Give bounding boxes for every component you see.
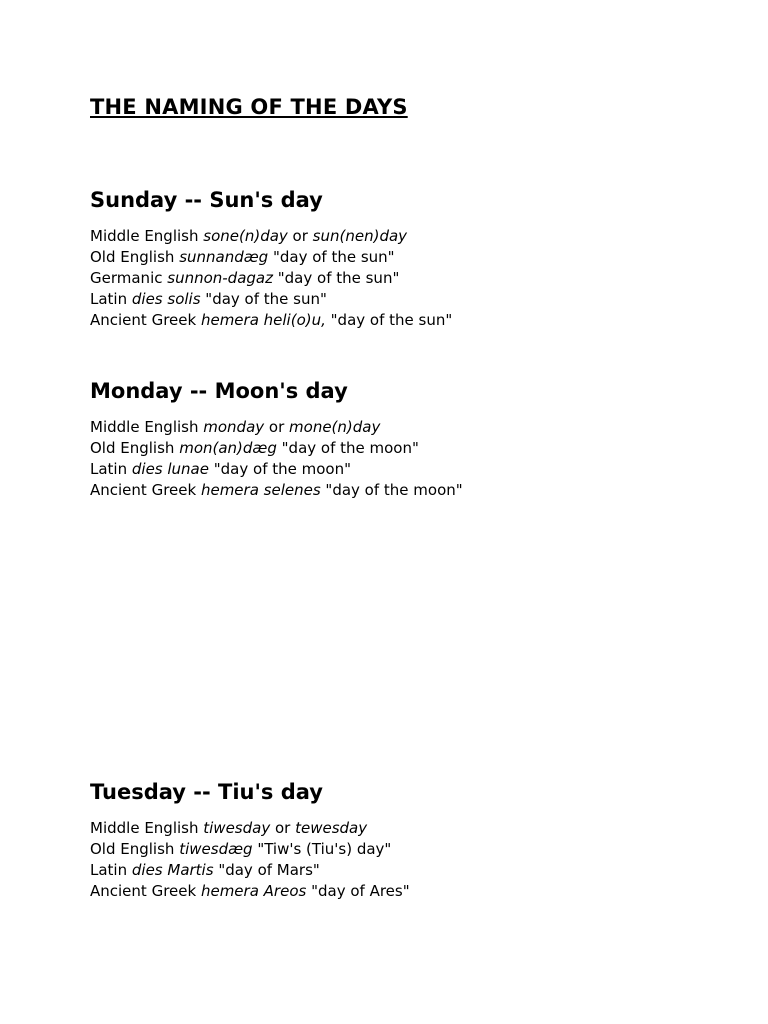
language-name: Old English <box>90 439 180 457</box>
gloss: "day of the moon" <box>208 460 351 478</box>
word-form: monday <box>203 418 265 436</box>
word-form: sunnon-dagaz <box>167 269 273 287</box>
gloss: "day of the sun" <box>200 290 327 308</box>
document-title: THE NAMING OF THE DAYS <box>90 95 408 119</box>
language-name: Middle English <box>90 227 204 245</box>
etymology-line <box>90 310 750 331</box>
language-name: Middle English <box>90 418 204 436</box>
language-name: Old English <box>90 248 180 266</box>
gloss: "day of Mars" <box>213 861 320 879</box>
gloss: "day of the sun" <box>268 248 395 266</box>
word-form: dies Martis <box>131 861 214 879</box>
section-monday <box>90 377 750 501</box>
word-form: mon(an)dæg <box>179 439 277 457</box>
etymology-line <box>90 839 750 860</box>
language-name: Ancient Greek <box>90 882 201 900</box>
gloss: "day of the sun" <box>272 269 400 287</box>
etymology-line <box>90 459 750 480</box>
gloss: "day of the moon" <box>276 439 419 457</box>
language-name: Ancient Greek <box>90 481 201 499</box>
word-form: tiwesdæg <box>179 840 253 858</box>
conjunction: or <box>264 418 290 436</box>
language-name: Old English <box>90 840 180 858</box>
word-form: hemera heli(o)u, <box>200 311 326 329</box>
language-name: Ancient Greek <box>90 311 201 329</box>
language-name: Middle English <box>90 819 204 837</box>
etymology-line <box>90 480 750 501</box>
gloss: "day of the moon" <box>320 481 463 499</box>
etymology-line <box>90 818 750 839</box>
word-form: dies lunae <box>131 460 209 478</box>
language-name: Germanic <box>90 269 168 287</box>
word-form: hemera Areos <box>200 882 307 900</box>
word-form-alt: mone(n)day <box>289 418 381 436</box>
etymology-line <box>90 226 750 247</box>
etymology-line <box>90 881 750 902</box>
word-form-alt: tewesday <box>295 819 368 837</box>
section-tuesday <box>90 778 750 902</box>
gloss: "day of Ares" <box>306 882 410 900</box>
section-heading: Sunday -- Sun's day <box>90 188 323 212</box>
language-name: Latin <box>90 460 132 478</box>
word-form: dies solis <box>131 290 201 308</box>
etymology-line <box>90 247 750 268</box>
section-heading: Tuesday -- Tiu's day <box>90 780 323 804</box>
etymology-line <box>90 438 750 459</box>
word-form-alt: sun(nen)day <box>312 227 408 245</box>
etymology-line <box>90 860 750 881</box>
gloss: "Tiw's (Tiu's) day" <box>252 840 392 858</box>
conjunction: or <box>270 819 296 837</box>
section-sunday <box>90 186 750 331</box>
language-name: Latin <box>90 861 132 879</box>
word-form: hemera selenes <box>200 481 321 499</box>
word-form: sunnandæg <box>179 248 269 266</box>
language-name: Latin <box>90 290 132 308</box>
etymology-line <box>90 417 750 438</box>
word-form: sone(n)day <box>203 227 288 245</box>
etymology-line <box>90 289 750 310</box>
word-form: tiwesday <box>203 819 271 837</box>
gloss: "day of the sun" <box>325 311 453 329</box>
section-heading: Monday -- Moon's day <box>90 379 348 403</box>
conjunction: or <box>287 227 313 245</box>
etymology-line <box>90 268 750 289</box>
